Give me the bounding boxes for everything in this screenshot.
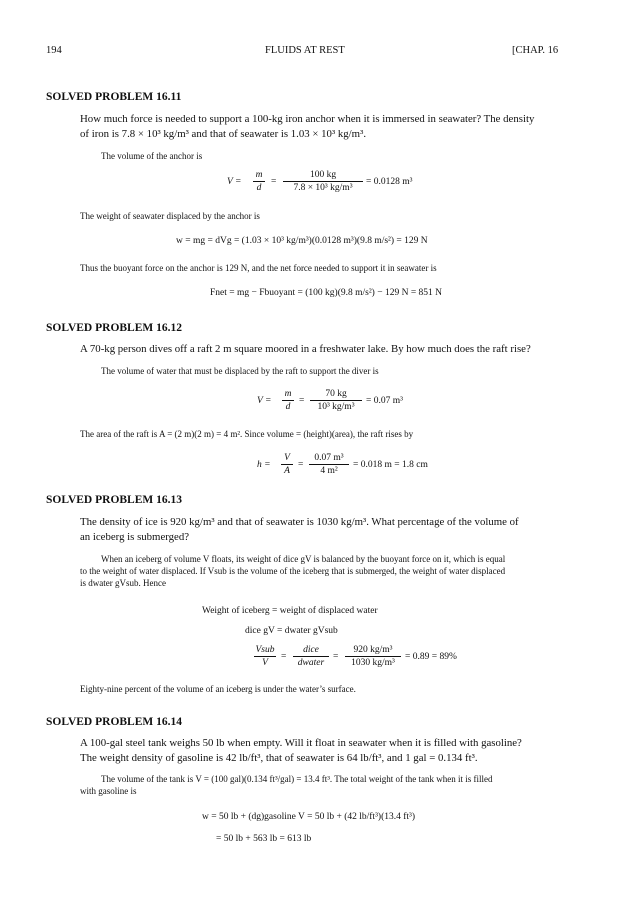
problem-statement: [80, 112, 580, 142]
fraction-bar: [283, 181, 363, 182]
problem-statement: A 70-kg person dives off a raft 2 m square moored in a freshwater lake. By how much does the raft rise?: [80, 343, 531, 355]
equals-sign: =: [299, 396, 305, 406]
fraction: [253, 170, 265, 193]
numerator: 920 kg/m³: [353, 645, 393, 655]
problem-heading: SOLVED PROBLEM 16.12: [46, 322, 183, 334]
text-line: is dwater gVsub. Hence: [80, 578, 166, 588]
numerator: dice: [303, 645, 319, 655]
numerator: 70 kg: [325, 389, 347, 399]
fraction-bar: [281, 464, 293, 465]
numerator: 0.07 m³: [314, 453, 344, 463]
text-line: The volume of the tank is V = (100 gal)(0.134 ft³/gal) = 13.4 ft³. The total weight of the tank when it is filled: [101, 774, 493, 784]
problem-heading: SOLVED PROBLEM 16.13: [46, 494, 183, 506]
equals-sign: =: [271, 177, 277, 187]
solution-text: The volume of the anchor is: [101, 151, 203, 161]
chapter-label: [CHAP. 16: [512, 45, 559, 56]
problem-heading: SOLVED PROBLEM 16.14: [46, 716, 183, 728]
fraction: [283, 170, 363, 193]
denominator: A: [284, 466, 290, 476]
running-title: FLUIDS AT REST: [265, 45, 345, 56]
text-line: to the weight of water displaced. If Vsub is the volume of the iceberg that is submerged, the weight of water displaced: [80, 566, 506, 576]
statement-line: an iceberg is submerged?: [80, 531, 190, 543]
text-line: with gasoline is: [80, 786, 137, 796]
equation-result: = 0.018 m = 1.8 cm: [353, 460, 428, 470]
fraction-bar: [309, 464, 349, 465]
fraction-bar: [253, 181, 265, 182]
equation-result: = 0.07 m³: [366, 396, 403, 406]
numerator: V: [284, 453, 290, 463]
fraction: [254, 645, 276, 668]
fraction-bar: [282, 400, 294, 401]
text-line: When an iceberg of volume V floats, its weight of dice gV is balanced by the buoyant force on it, which is equal: [101, 554, 506, 564]
denominator: d: [285, 402, 291, 412]
denominator: 10³ kg/m³: [317, 402, 355, 412]
numerator: m: [255, 170, 263, 180]
numerator: Vsub: [255, 645, 275, 655]
numerator: 100 kg: [309, 170, 337, 180]
statement-line: The weight density of gasoline is 42 lb/ft³, that of seawater is 64 lb/ft³, and 1 gal = 0.134 ft³.: [80, 752, 478, 764]
problem-statement: [80, 736, 580, 766]
fraction: [281, 453, 293, 476]
statement-line: A 100-gal steel tank weighs 50 lb when empty. Will it float in seawater when it is filled with gasoline?: [80, 737, 522, 749]
solution-text: [80, 773, 600, 797]
denominator: 1030 kg/m³: [351, 658, 395, 668]
equation-lhs: h =: [257, 460, 271, 470]
page-number: 194: [46, 45, 62, 56]
fraction: [345, 645, 401, 668]
problem-heading: SOLVED PROBLEM 16.11: [46, 91, 182, 103]
fraction: [309, 453, 349, 476]
statement-line: How much force is needed to support a 100-kg iron anchor when it is immersed in seawater? The density: [80, 113, 535, 125]
equation-result: = 0.89 = 89%: [405, 652, 457, 662]
numerator: m: [284, 389, 292, 399]
equals-sign: =: [281, 652, 287, 662]
equation: = 50 lb + 563 lb = 613 lb: [216, 834, 312, 844]
denominator: V: [262, 658, 268, 668]
solution-text: The area of the raft is A = (2 m)(2 m) = 4 m². Since volume = (height)(area), the raft rises by: [80, 429, 414, 439]
denominator: 4 m²: [320, 466, 338, 476]
equation: Weight of iceberg = weight of displaced water: [202, 606, 378, 616]
denominator: dwater: [297, 658, 325, 668]
fraction-bar: [293, 656, 329, 657]
equation: w = 50 lb + (dg)gasoline V = 50 lb + (42 lb/ft³)(13.4 ft³): [202, 812, 416, 822]
equation-lhs: V =: [227, 177, 242, 187]
solution-text: The volume of water that must be displaced by the raft to support the diver is: [101, 366, 379, 376]
equation: Fnet = mg − Fbuoyant = (100 kg)(9.8 m/s²) − 129 N = 851 N: [210, 288, 443, 298]
statement-line: The density of ice is 920 kg/m³ and that of seawater is 1030 kg/m³. What percentage of the volume of: [80, 516, 519, 528]
denominator: 7.8 × 10³ kg/m³: [293, 183, 353, 193]
equation-lhs: V =: [257, 396, 272, 406]
fraction: [293, 645, 329, 668]
equation-result: = 0.0128 m³: [366, 177, 413, 187]
fraction: [282, 389, 294, 412]
equals-sign: =: [333, 652, 339, 662]
fraction-bar: [310, 400, 362, 401]
fraction: [310, 389, 362, 412]
fraction-bar: [254, 656, 276, 657]
equation: w = mg = dVg = (1.03 × 10³ kg/m³)(0.0128 m³)(9.8 m/s²) = 129 N: [176, 236, 428, 246]
problem-statement: [80, 515, 580, 545]
solution-text: The weight of seawater displaced by the anchor is: [80, 211, 260, 221]
denominator: d: [256, 183, 262, 193]
equation: dice gV = dwater gVsub: [245, 626, 338, 636]
statement-line: of iron is 7.8 × 10³ kg/m³ and that of seawater is 1.03 × 10³ kg/m³.: [80, 128, 367, 140]
solution-text: Eighty-nine percent of the volume of an iceberg is under the water’s surface.: [80, 684, 356, 694]
solution-text: [80, 553, 600, 589]
equals-sign: =: [298, 460, 304, 470]
fraction-bar: [345, 656, 401, 657]
solution-text: Thus the buoyant force on the anchor is 129 N, and the net force needed to support it in seawater is: [80, 263, 437, 273]
